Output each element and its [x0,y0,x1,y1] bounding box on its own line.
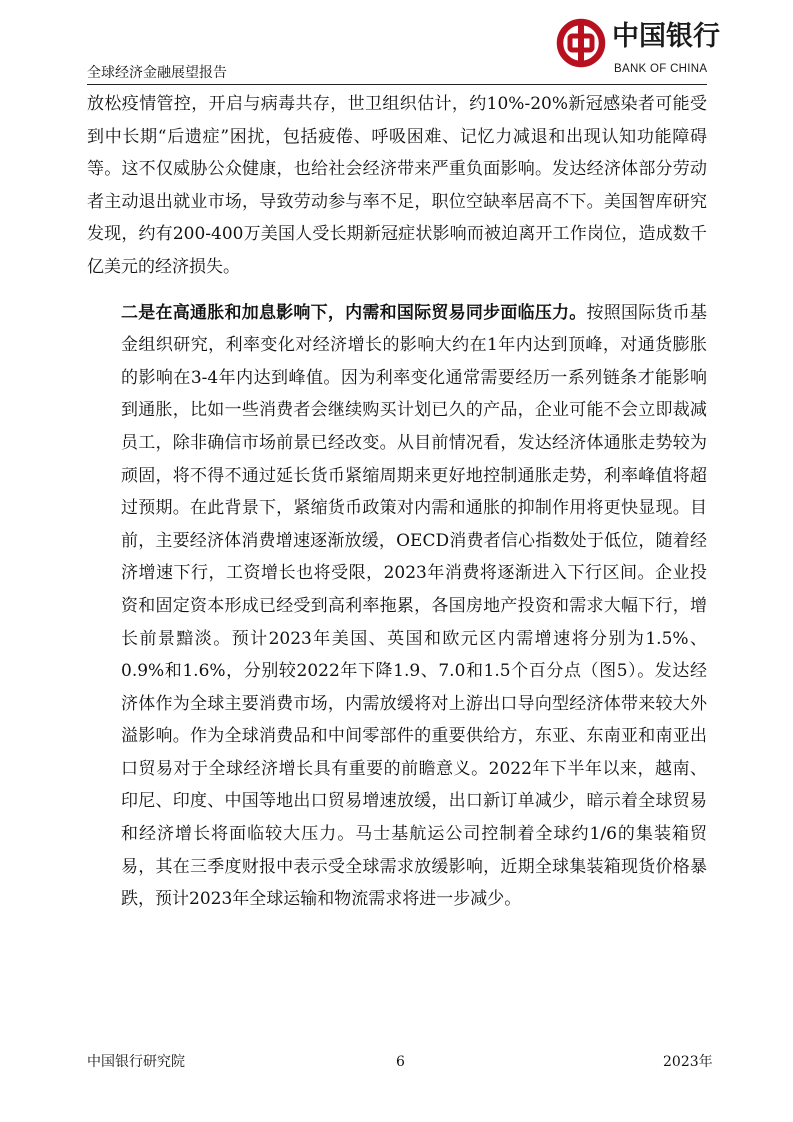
footer-page-number: 6 [396,1054,405,1070]
logo-name-english: BANK OF CHINA [614,63,708,75]
paragraph-2-lead: 二是在高通胀和加息影响下，内需和国际贸易同步面临压力。 [121,302,587,323]
logo-name-chinese: 中国银行 [612,21,720,52]
report-title: 全球经济金融展望报告 [87,65,227,81]
main-content [87,88,707,916]
bank-logo [556,14,720,80]
footer-institute: 中国银行研究院 [87,1054,185,1070]
bank-of-china-emblem-icon [556,18,606,68]
paragraph-2 [87,297,707,916]
paragraph-1: 放松疫情管控，开启与病毒共存，世卫组织估计，约10%-20%新冠感染者可能受到中长期“后遗症”困扰，包括疲倦、呼吸困难、记忆力减退和出现认知功能障碍等。这不仅威胁公众健康，也给社会经济带来严重负面影响。发达经济体部分劳动者主动退出就业市场，导致劳动参与率不足，职位空缺率居高不下。美国智库研究发现，约有200-400万美国人受长期新冠症状影响而被迫离开工作岗位，造成数千亿美元的经济损失。 [87,94,707,277]
footer-year: 2023年 [663,1054,713,1070]
paragraph-spacer [87,284,707,297]
paragraph-2-body: 按照国际货币基金组织研究，利率变化对经济增长的影响大约在1年内达到顶峰，对通货膨胀的影响在3-4年内达到峰值。因为利率变化通常需要经历一系列链条才能影响到通胀，比如一些消费者会继续购买计划已久的产品，企业可能不会立即裁减员工，除非确信市场前景已经改变。从目前情况看，发达经济体通胀走势较为顽固，将不得不通过延长货币紧缩周期来更好地控制通胀走势，利率峰值将超过预期。在此背景下，紧缩货币政策对内需和通胀的抑制作用将更快显现。目前，主要经济体消费增速逐渐放缓，OECD消费者信心指数处于低位，随着经济增速下行，工资增长也将受限，2023年消费将逐渐进入下行区间。企业投资和固定资本形成已经受到高利率拖累，各国房地产投资和需求大幅下行，增长前景黯淡。预计2023年美国、英国和欧元区内需增速将分别为1.5%、0.9%和1.6%，分别较2022年下降1.9、7.0和1.5个百分点（图5）。发达经济体作为全球主要消费市场，内需放缓将对上游出口导向型经济体带来较大外溢影响。作为全球消费品和中间零部件的重要供给方，东亚、东南亚和南亚出口贸易对于全球经济增长具有重要的前瞻意义。2022年下半年以来，越南、印尼、印度、中国等地出口贸易增速放缓，出口新订单减少，暗示着全球贸易和经济增长将面临较大压力。马士基航运公司控制着全球约1/6的集装箱贸易，其在三季度财报中表示受全球需求放缓影响，近期全球集装箱现货价格暴跌，预计2023年全球运输和物流需求将进一步减少。 [121,302,708,910]
header-divider [87,84,707,85]
